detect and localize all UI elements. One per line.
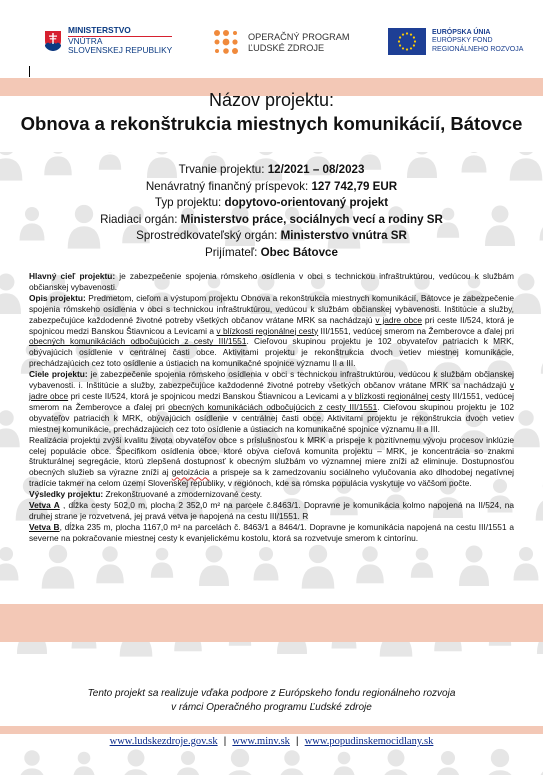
logo-header bbox=[0, 0, 543, 78]
person-head-shape bbox=[231, 749, 249, 767]
grant-label: Nenávratný finančný príspevok: bbox=[145, 179, 312, 193]
person-body-shape bbox=[42, 566, 75, 588]
description-underlined: v jadre obce bbox=[375, 314, 422, 325]
description-text: pri ceste II/524, ktorá je spojnicou medzi Banskou Štiavnicou a Levicami a bbox=[29, 314, 514, 336]
person-head-shape bbox=[466, 546, 483, 563]
results-label: Výsledky projektu: bbox=[29, 489, 104, 500]
bottom-band bbox=[0, 604, 543, 642]
main-goal-paragraph bbox=[29, 271, 514, 293]
impact-flagged-word: getoizácia bbox=[171, 467, 210, 478]
op-ludske-zdroje-logo[interactable] bbox=[212, 28, 350, 58]
impact-text: a prispeje sa k zamedzovaniu sociálneho vylučovania ako dlhodobej negatívnej tradície takmer na celom území Slovenskej republiky, v regiónoch, kde sa rómska populácia vyskytuje vo väčšom počte. bbox=[29, 467, 514, 489]
person-head-shape bbox=[441, 751, 455, 765]
branch-b-paragraph bbox=[29, 522, 514, 544]
goals-text: je zabezpečenie spojenia rómskeho osídlenia v obci s technickou infraštruktúrou, vedúcou k službám občianskej vybavenosti. i. Inštitúcie a služby, zabezpečujúce každodenné životné potreby všetkých občanov vrátane MRK sa nachádzajú bbox=[29, 369, 514, 391]
funding-note bbox=[0, 687, 543, 715]
person-head-shape bbox=[49, 545, 67, 563]
type-label: Typ projektu: bbox=[154, 196, 225, 210]
eu-star bbox=[398, 40, 400, 42]
grant-value: 127 742,79 EUR bbox=[311, 179, 398, 193]
managing-label: Riadiaci orgán: bbox=[100, 212, 181, 226]
eu-flag-icon bbox=[388, 28, 426, 55]
footer-band-strip bbox=[0, 726, 543, 734]
person-body-shape bbox=[224, 770, 257, 775]
goals-text: pri ceste II/524, ktorá je spojnicou medzi Banskou Štiavnicou a Levicami a bbox=[68, 390, 349, 401]
eu-line3: REGIONÁLNEHO ROZVOJA bbox=[432, 45, 524, 53]
link-minv[interactable]: www.minv.sk bbox=[232, 736, 290, 747]
ministry-line3: SLOVENSKEJ REPUBLIKY bbox=[68, 45, 173, 55]
ministry-line2: VNÚTRA bbox=[68, 36, 172, 47]
eu-line2: EURÓPSKY FOND bbox=[432, 37, 493, 45]
eu-star bbox=[413, 44, 415, 46]
managing-row bbox=[0, 212, 543, 229]
results-paragraph bbox=[29, 489, 514, 500]
duration-label: Trvanie projektu: bbox=[178, 163, 268, 176]
link-popudinske[interactable]: www.popudinskemocidlany.sk bbox=[304, 736, 434, 747]
description-underlined: v blízkosti regionálnej cesty bbox=[216, 325, 319, 336]
description-label: Opis projektu: bbox=[29, 292, 86, 303]
description-underlined: obecných komunikáciách odbočujúcich z cesty III/1551 bbox=[29, 336, 247, 347]
person-body-shape bbox=[484, 770, 517, 775]
person-body-shape bbox=[176, 767, 201, 775]
eu-star bbox=[402, 33, 404, 35]
branch-b-label: Vetva B bbox=[29, 521, 60, 532]
eu-star bbox=[406, 48, 408, 50]
goals-text: . Cieľovou skupinou projektu je 102 obyvateľov patriacich k MRK, obývajúcich osídlenie v centrálnej časti obce. Aktivitami projektu je rekonštrukcia dvoch vetiev miestnej komunikácie, prechádzajúcich cez toto osídlenie a ústiacich na komunikačné spojnice významu II a III. bbox=[29, 401, 515, 434]
person-body-shape bbox=[151, 562, 173, 577]
person-head-shape bbox=[338, 752, 351, 765]
duration-value: 12/2021 – 08/2023 bbox=[267, 163, 365, 176]
person-head-shape bbox=[128, 750, 145, 767]
recipient-row bbox=[0, 245, 543, 262]
footer-links bbox=[0, 735, 543, 747]
description-text: . Cieľovou skupinou projektu je 102 obyvateľov patriacich k MRK, obývajúcich osídlenie v centrálnej časti obce. Aktivitami projektu je rekonštrukcia dvoch vetiev miestnej komunikácie, prechádzajúcich cez toto osídlenie a ústiacich na komunikačné spojnice významu II a III. bbox=[29, 336, 515, 369]
person-head-shape bbox=[206, 546, 223, 563]
person-body-shape bbox=[254, 563, 279, 580]
person-body-shape bbox=[18, 768, 46, 775]
intermediate-label: Sprostredkovateľský orgán: bbox=[136, 229, 281, 243]
person-head-shape bbox=[309, 545, 327, 563]
project-meta bbox=[0, 162, 543, 262]
person-head-shape bbox=[0, 410, 14, 425]
goals-label: Ciele projektu: bbox=[29, 369, 88, 380]
person-head-shape bbox=[388, 750, 405, 767]
person-body-shape bbox=[121, 769, 151, 775]
person-body-shape bbox=[278, 768, 306, 775]
project-name: Obnova a rekonštrukcia miestnych komunikácií, Bátovce bbox=[20, 113, 523, 134]
op-dots-icon bbox=[212, 28, 242, 58]
main-goal-text: je zabezpečenie spojenia rómskeho osídlenia v obci s technickou infraštruktúrou, vedúcou k službám občianskej vybavenosti. bbox=[29, 271, 514, 292]
person-head-shape bbox=[519, 547, 533, 561]
person-head-shape bbox=[259, 547, 273, 561]
person-body-shape bbox=[536, 498, 543, 520]
person-body-shape bbox=[459, 565, 489, 586]
op-line1: OPERAČNÝ PROGRAM bbox=[248, 32, 350, 42]
funding-note-line2: v rámci Operačného programu Ľudské zdroje bbox=[171, 702, 372, 713]
intermediate-value: Ministerstvo vnútra SR bbox=[280, 229, 407, 243]
branch-a-label: Vetva A bbox=[29, 500, 60, 511]
eu-star bbox=[399, 36, 401, 38]
person-body-shape bbox=[73, 766, 95, 775]
person-head-shape bbox=[78, 752, 91, 765]
eu-star bbox=[399, 44, 401, 46]
branch-b-text: , dĺžka 235 m, plocha 1167,0 m² na parcelách č. 8463/1 a 8464/1. Dopravne je komunikácia napojená na cestu III/1551 a severne na pokračovanie miestnej cesty k evanjelickému kostolu, ktorá sa rozvetvuje smerom k cintorínu. bbox=[29, 521, 514, 543]
results-text: Zrekonštruované a zmodernizované cesty. bbox=[103, 489, 263, 500]
person-body-shape bbox=[0, 293, 21, 314]
person-body-shape bbox=[511, 293, 541, 314]
text-cursor bbox=[29, 66, 30, 77]
grant-row bbox=[0, 179, 543, 196]
project-name-label: Názov projektu: bbox=[208, 90, 335, 110]
person-body-shape bbox=[381, 769, 411, 775]
impact-paragraph bbox=[29, 435, 514, 490]
impact-text: Realizácia projektu zvýši kvalitu života obyvateľov obce s príslušnosťou k MRK a prispeje k pozitívnemu vývoju procesov inklúzie celej populácie obce. Špecifikom osídlenia obce, ktoré obýva cieľová komunita projektu – MRK, je koncentrácia so znakmi štrukturálnej segregácie, ktorú zlepšená dostupnosť k obecným službám vo významnej miere zníži až eliminuje. Dostupnosťou obecných služieb sa výrazne zníži aj bbox=[29, 434, 514, 478]
eu-star bbox=[402, 47, 404, 49]
eu-star bbox=[410, 47, 412, 49]
person-head-shape bbox=[102, 546, 117, 561]
funding-note-line1: Tento projekt sa realizuje vďaka podpore z Európskeho fondu regionálneho rozvoja bbox=[87, 688, 456, 699]
duration-row bbox=[0, 162, 543, 179]
branch-a-text: , dĺžka cesty 502,0 m, plocha 2 352,0 m² na parcele č.8463/1. Dopravne je komunikácia kolmo napojená na II/524, na druhej strane je rozvetvená, jej pravá vetva je napojená na cestu III/1551. R bbox=[29, 500, 514, 521]
person-head-shape bbox=[156, 548, 169, 561]
recipient-label: Prijímateľ: bbox=[205, 245, 261, 259]
person-head-shape bbox=[0, 547, 13, 561]
person-body-shape bbox=[199, 565, 229, 586]
person-head-shape bbox=[518, 274, 535, 291]
branch-a-paragraph bbox=[29, 500, 514, 522]
person-body-shape bbox=[512, 428, 540, 447]
goals-underlined: v jadre obce bbox=[29, 380, 514, 401]
eu-star bbox=[413, 36, 415, 38]
eu-star bbox=[414, 40, 416, 42]
person-head-shape bbox=[362, 546, 377, 561]
link-separator: | bbox=[295, 735, 299, 747]
person-body-shape bbox=[0, 563, 18, 580]
eu-line1: EURÓPSKA ÚNIA bbox=[432, 28, 491, 36]
person-head-shape bbox=[518, 410, 533, 425]
op-line2: ĽUDSKÉ ZDROJE bbox=[248, 43, 325, 53]
ministry-line1: MINISTERSTVO bbox=[68, 25, 131, 35]
intermediate-row bbox=[0, 228, 543, 245]
slovak-coat-of-arms-icon bbox=[44, 30, 62, 52]
person-head-shape bbox=[491, 749, 509, 767]
person-head-shape bbox=[416, 548, 429, 561]
description-text: III/1551, vedúcej smerom na Žemberovce a ďalej pri bbox=[318, 325, 514, 336]
person-body-shape bbox=[96, 564, 124, 583]
person-head-shape bbox=[181, 751, 195, 765]
person-head-shape bbox=[0, 274, 14, 291]
person-body-shape bbox=[356, 564, 384, 583]
person-body-shape bbox=[514, 563, 539, 580]
person-body-shape bbox=[436, 767, 461, 775]
goals-paragraph bbox=[29, 369, 514, 434]
project-title-block bbox=[0, 90, 543, 135]
recipient-value: Obec Bátovce bbox=[260, 245, 338, 259]
managing-value: Ministerstvo práce, sociálnych vecí a rodiny SR bbox=[180, 212, 443, 226]
eu-logo[interactable] bbox=[388, 28, 523, 55]
ministry-logo[interactable] bbox=[44, 26, 172, 56]
person-body-shape bbox=[0, 428, 20, 447]
goals-text: III/1551, vedúcej smerom na Žemberovce a ďalej pri bbox=[29, 390, 514, 412]
person-head-shape bbox=[284, 750, 299, 765]
type-row bbox=[0, 195, 543, 212]
person-head-shape bbox=[24, 750, 39, 765]
eu-star bbox=[406, 32, 408, 34]
person-body-shape bbox=[411, 562, 433, 577]
type-value: dopytovo-orientovaný projekt bbox=[224, 196, 389, 210]
description-paragraph bbox=[29, 293, 514, 369]
link-separator: | bbox=[223, 735, 227, 747]
person-body-shape bbox=[302, 566, 335, 588]
project-description bbox=[29, 271, 514, 544]
person-body-shape bbox=[538, 768, 543, 775]
main-goal-label: Hlavný cieľ projektu: bbox=[29, 271, 116, 281]
description-text: Predmetom, cieľom a výstupom projektu Obnova a rekonštrukcia miestnych komunikácií, Bátovce je zabezpečenie spojenia rómskeho osídlenia v obci s technickou infraštruktúrou, vedúcou k službám občianskej vybavenosti. Inštitúcie a služby, zabezpečujúce každodenné životné potreby všetkých občanov vrátane MRK sa nachádzajú bbox=[29, 292, 514, 325]
goals-underlined: v blízkosti regionálnej cesty bbox=[348, 390, 451, 401]
goals-underlined: obecných komunikáciách odbočujúcich z cesty III/1551 bbox=[168, 401, 378, 412]
person-body-shape bbox=[333, 766, 355, 775]
eu-star bbox=[410, 33, 412, 35]
link-ludskezdroje[interactable]: www.ludskezdroje.gov.sk bbox=[109, 736, 218, 747]
